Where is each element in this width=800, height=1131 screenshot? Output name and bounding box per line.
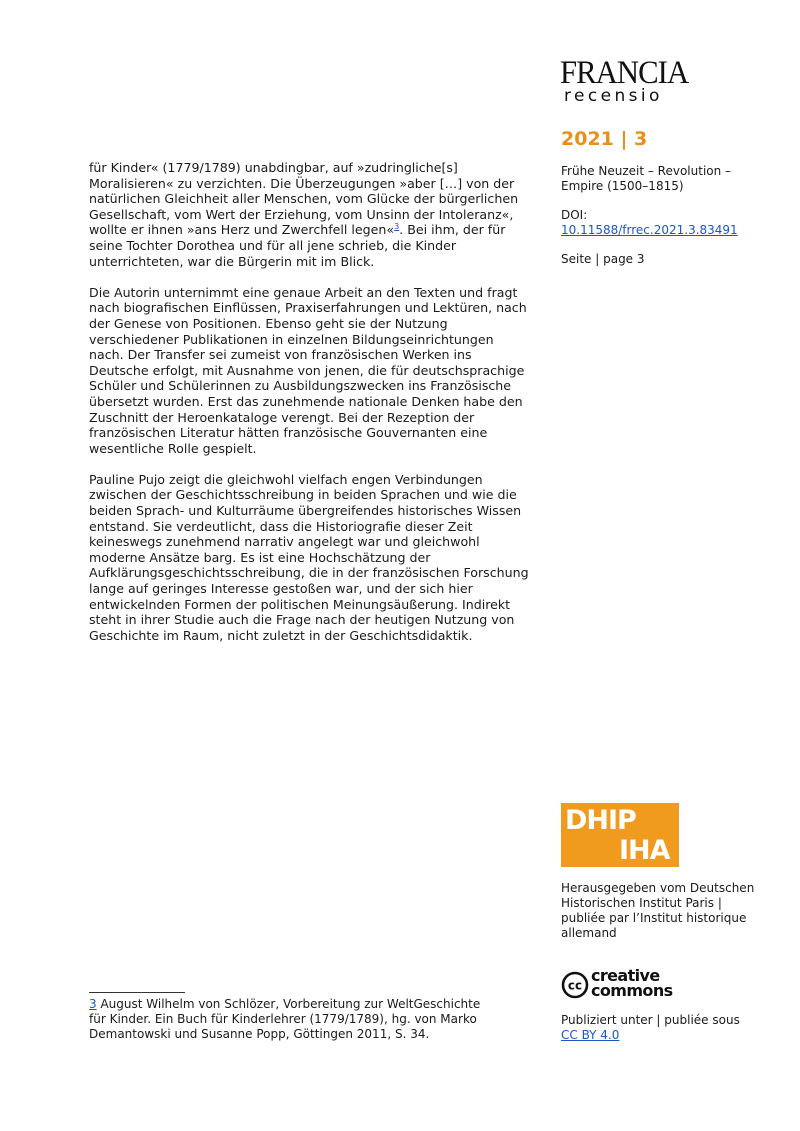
cc-wordmark-line2: commons: [591, 981, 673, 1000]
page-number: Seite | page 3: [561, 252, 645, 266]
publisher-info: Herausgegeben vom Deutschen Historischen Institut Paris | publiée par l’Institut historique allemand: [561, 881, 755, 940]
creative-commons-logo: [561, 968, 691, 1004]
dhip-logo-line2: IHA: [619, 835, 670, 866]
issue-number: 2021 | 3: [561, 128, 648, 150]
section-label: Frühe Neuzeit – Revolution – Empire (1500–1815): [561, 164, 732, 193]
dhip-logo: [561, 803, 679, 867]
footnote-divider: [89, 992, 185, 993]
doi-link[interactable]: 10.11588/frrec.2021.3.83491: [561, 223, 738, 237]
dhip-logo-line1: DHIP: [565, 805, 636, 836]
footnote-ref-3[interactable]: 3: [394, 222, 400, 232]
doi-block: [561, 208, 761, 238]
footnote-3: [89, 997, 489, 1042]
article-body: [89, 160, 529, 659]
paragraph-3: Pauline Pujo zeigt die gleichwohl vielfach engen Verbindungen zwischen der Geschichtsschreibung in beiden Sprachen und wie die beiden Sprach- und Kulturräume übergreifendes historisches Wissen entstand. Sie verdeutlicht, dass die Historiografie dieser Zeit keineswegs zunehmend narrativ angelegt war und gleichwohl moderne Ansätze barg. Es ist eine Hochschätzung der Aufklärungsgeschichtsschreibung, die in der französischen Forschung lange auf geringes Interesse gestoßen war, und der sich hier entwickelnden Formen der politischen Meinungsäußerung. Indirekt steht in ihrer Studie auch die Frage nach der heutigen Nutzung von Geschichte im Raum, nicht zuletzt in der Geschichtsdidaktik.: [89, 471, 529, 643]
doi-label: DOI:: [561, 208, 588, 222]
footnote-text: August Wilhelm von Schlözer, Vorbereitung zur WeltGeschichte für Kinder. Ein Buch für Kinderlehrer (1779/1789), hg. von Marko Demantowski und Susanne Popp, Göttingen 2011, S. 34.: [89, 997, 481, 1041]
license-text: Publiziert unter | publiée sous: [561, 1013, 740, 1027]
cc-wordmark: [591, 968, 673, 998]
footnote-number-link[interactable]: 3: [89, 997, 97, 1011]
paragraph-1-text-end: . Bei ihm, der für seine Tochter Dorothea und für all jene schrieb, die Kinder unterrichteten, war die Bürgerin mit im Blick.: [89, 222, 506, 269]
logo-recensio-text: recensio: [564, 86, 663, 106]
francia-recensio-logo: [560, 55, 720, 106]
cc-badge-text: cc: [567, 978, 583, 993]
logo-francia-text: FRANCIA: [560, 55, 689, 91]
paragraph-1-text: für Kinder« (1779/1789) unabdingbar, auf »zudringliche[s] Moralisieren« zu verzichten. Die Überzeugungen »aber […] von der natürlichen Gleichheit aller Menschen, vom Glücke der bürgerlichen Gesellschaft, vom Wert der Erziehung, vom Unsinn der Intoleranz«, wollte er ihnen »ans Herz und Zwerchfell legen«: [89, 160, 519, 238]
paragraph-2: Die Autorin unternimmt eine genaue Arbeit an den Texten und fragt nach biografischen Einflüssen, Praxiserfahrungen und Lektüren, nach der Genese von Positionen. Ebenso geht sie der Nutzung verschiedener Publikationen in einzelnen Bildungseinrichtungen nach. Der Transfer sei zumeist von französischen Werken ins Deutsche erfolgt, mit Ausnahme von jenen, die für deutschsprachige Schüler und Schülerinnen zu Ausbildungszwecken ins Französische übersetzt wurden. Erst das zunehmende nationale Denken habe den Zuschnitt der Heroenkataloge verengt. Bei der Rezeption der französischen Literatur hätten französische Gouvernanten eine wesentliche Rolle gespielt.: [89, 284, 527, 456]
license-link[interactable]: CC BY 4.0: [561, 1028, 620, 1042]
cc-badge-icon: [561, 971, 589, 999]
cc-wordmark-line1: creative: [591, 966, 660, 985]
paragraph-1: [89, 160, 529, 269]
license-info: [561, 1013, 761, 1043]
